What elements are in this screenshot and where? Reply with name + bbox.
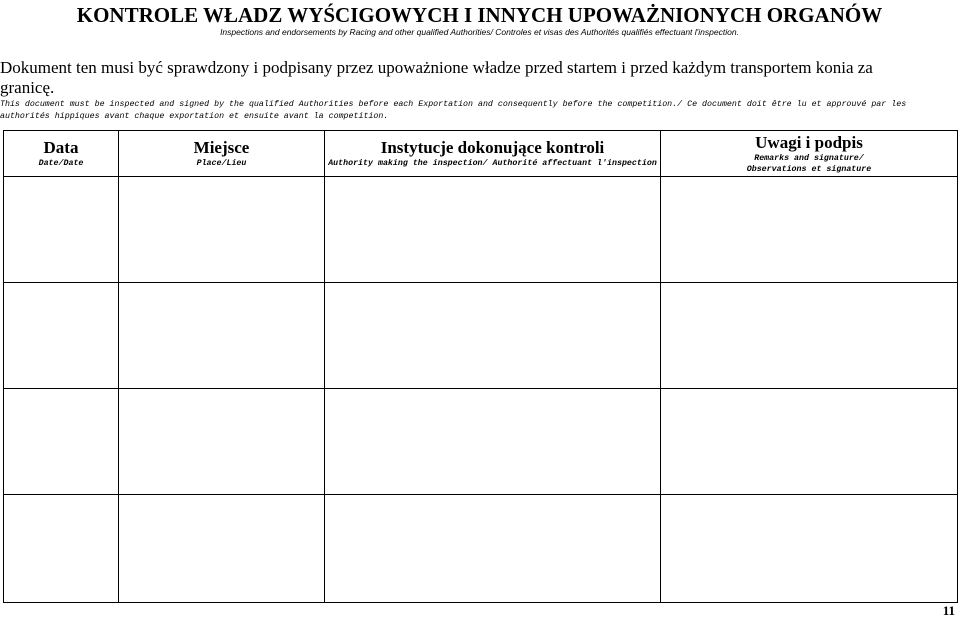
authority-cell[interactable] [325,177,661,283]
authority-cell[interactable] [325,283,661,389]
column-subtitle: Authority making the inspection/ Authorité affectuant l'inspection [328,159,657,168]
table-header-row [4,131,958,177]
column-header-place [119,131,325,177]
column-title: Uwagi i podpis [755,132,863,152]
page-subtitle: Inspections and endorsements by Racing and other qualified Authorities/ Controles et visas des Authorités qualifiés effectuant l'inspection. [220,27,739,37]
column-subtitle-2: Observations et signature [746,164,872,174]
column-header-date [4,131,119,177]
date-cell[interactable] [4,177,119,283]
column-header-authority [325,131,661,177]
place-cell[interactable] [119,495,325,603]
column-subtitle: Remarks and signature/ [754,153,864,163]
column-title: Data [43,138,79,157]
table-row [4,283,958,389]
table-row [4,495,958,603]
column-title: Instytucje dokonujące kontroli [380,138,605,157]
remarks-signature-cell[interactable] [661,389,958,495]
inspection-table [3,130,958,603]
column-subtitle: Date/Date [38,159,84,168]
instruction-english-french: This document must be inspected and signed by the qualified Authorities before each Exportation and consequently before the competition./ Ce document doit être lu et approuvé par les authorités hippiques avant chaque exportation et ensuite avant la competition. [0,100,907,121]
authority-cell[interactable] [325,389,661,495]
table-row [4,389,958,495]
page-title: KONTROLE WŁADZ WYŚCIGOWYCH I INNYCH UPOWAŻNIONYCH ORGANÓW [76,3,883,27]
table-row [4,177,958,283]
date-cell[interactable] [4,389,119,495]
remarks-signature-cell[interactable] [661,177,958,283]
place-cell[interactable] [119,283,325,389]
instruction-polish: Dokument ten musi być sprawdzony i podpisany przez upoważnione władze przed startem i przed każdym transportem konia za granicę. [0,58,873,97]
date-cell[interactable] [4,283,119,389]
page-number: 11 [942,603,955,618]
remarks-signature-cell[interactable] [661,495,958,603]
authority-cell[interactable] [325,495,661,603]
remarks-signature-cell[interactable] [661,283,958,389]
column-header-remarks [661,131,958,177]
place-cell[interactable] [119,177,325,283]
date-cell[interactable] [4,495,119,603]
place-cell[interactable] [119,389,325,495]
column-subtitle: Place/Lieu [196,159,247,168]
column-title: Miejsce [193,138,250,157]
